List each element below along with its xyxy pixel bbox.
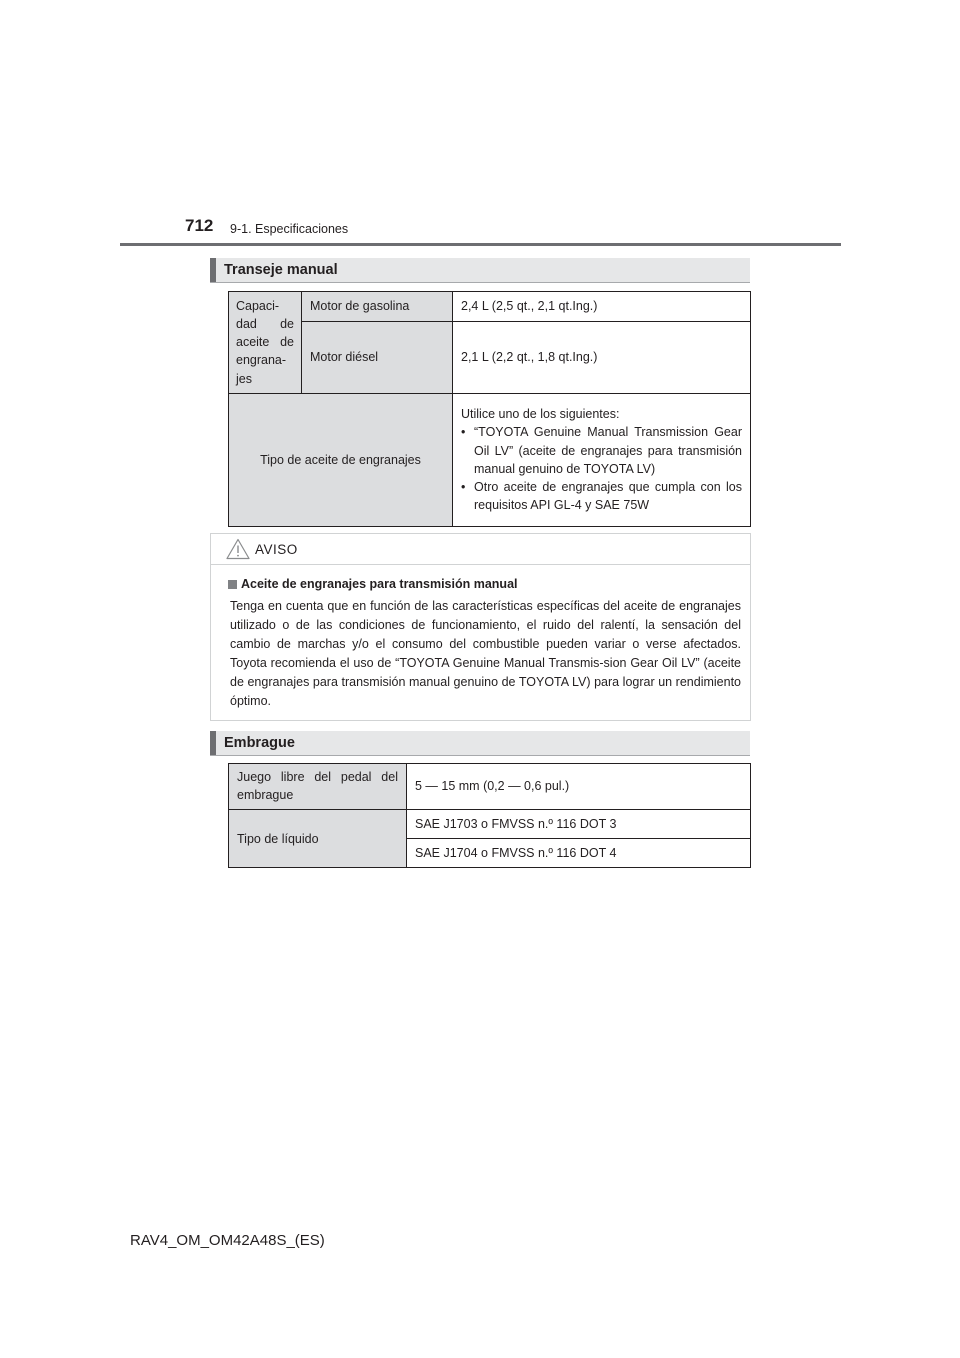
header-rule [120,243,841,246]
section-heading-text: Embrague [224,735,295,751]
section-heading-bar [210,258,216,282]
oil-type-label-cell: Tipo de aceite de engranajes [229,393,453,526]
table-row [229,764,751,810]
notice-header [211,534,750,565]
table-row [229,393,751,526]
notice-body: Tenga en cuenta que en función de las características específicas del aceite de engranajes utilizado o de las condiciones de funcionamiento, el ruido del ralentí, la sensación del cambio de marchas y/o el consumo del combustible pueden variar o verse afectados. Toyota recomienda el uso de “TOYOTA Genuine Manual Transmis-sion Gear Oil LV” (aceite de engranajes para transmisión manual genuino de TOYOTA LV) para lograr un rendimiento óptimo. [230,599,741,708]
notice-title: AVISO [255,542,298,557]
engine-cell: Motor diésel [302,321,453,393]
notice-box [210,533,751,721]
footer-code: RAV4_OM_OM42A48S_(ES) [130,1232,325,1249]
notice-subtitle: Aceite de engranajes para transmisión manual [241,577,518,591]
list-item: • Otro aceite de engranajes que cumpla con los requisitos API GL-4 y SAE 75W [461,478,742,514]
table-row [229,810,751,839]
table-row [229,321,751,393]
list-item: • “TOYOTA Genuine Manual Transmission Gear Oil LV” (aceite de engranajes para transmisión manual genuino de TOYOTA LV) [461,423,742,477]
section-heading-clutch [210,731,750,756]
oil-type-value-cell [453,393,751,526]
fluid-value-cell: SAE J1703 o FMVSS n.º 116 DOT 3 [407,810,751,839]
engine-cell: Motor de gasolina [302,292,453,322]
manual-transaxle-table [228,291,751,527]
capacity-value-cell: 2,1 L (2,2 qt., 1,8 qt.Ing.) [453,321,751,393]
section-heading-manual-transaxle [210,258,750,283]
clutch-table [228,763,751,868]
table-row [229,292,751,322]
free-play-value-cell: 5 — 15 mm (0,2 — 0,6 pul.) [407,764,751,810]
bullet-square-icon [228,580,237,589]
section-heading-bar [210,731,216,755]
free-play-label-cell: Juego libre del pedal del embrague [229,764,407,810]
oil-type-intro: Utilice uno de los siguientes: [461,407,620,422]
capacity-label-cell: Capaci-dad de aceite de engrana-jes [229,292,302,394]
fluid-label-cell: Tipo de líquido [229,810,407,868]
fluid-value-cell: SAE J1704 o FMVSS n.º 116 DOT 4 [407,839,751,868]
section-label: 9-1. Especificaciones [230,222,349,236]
capacity-value-cell: 2,4 L (2,5 qt., 2,1 qt.Ing.) [453,292,751,322]
page-number: 712 [185,216,214,235]
oil-type-list [461,423,742,514]
section-heading-text: Transeje manual [224,262,338,278]
warning-triangle-icon [226,538,250,560]
